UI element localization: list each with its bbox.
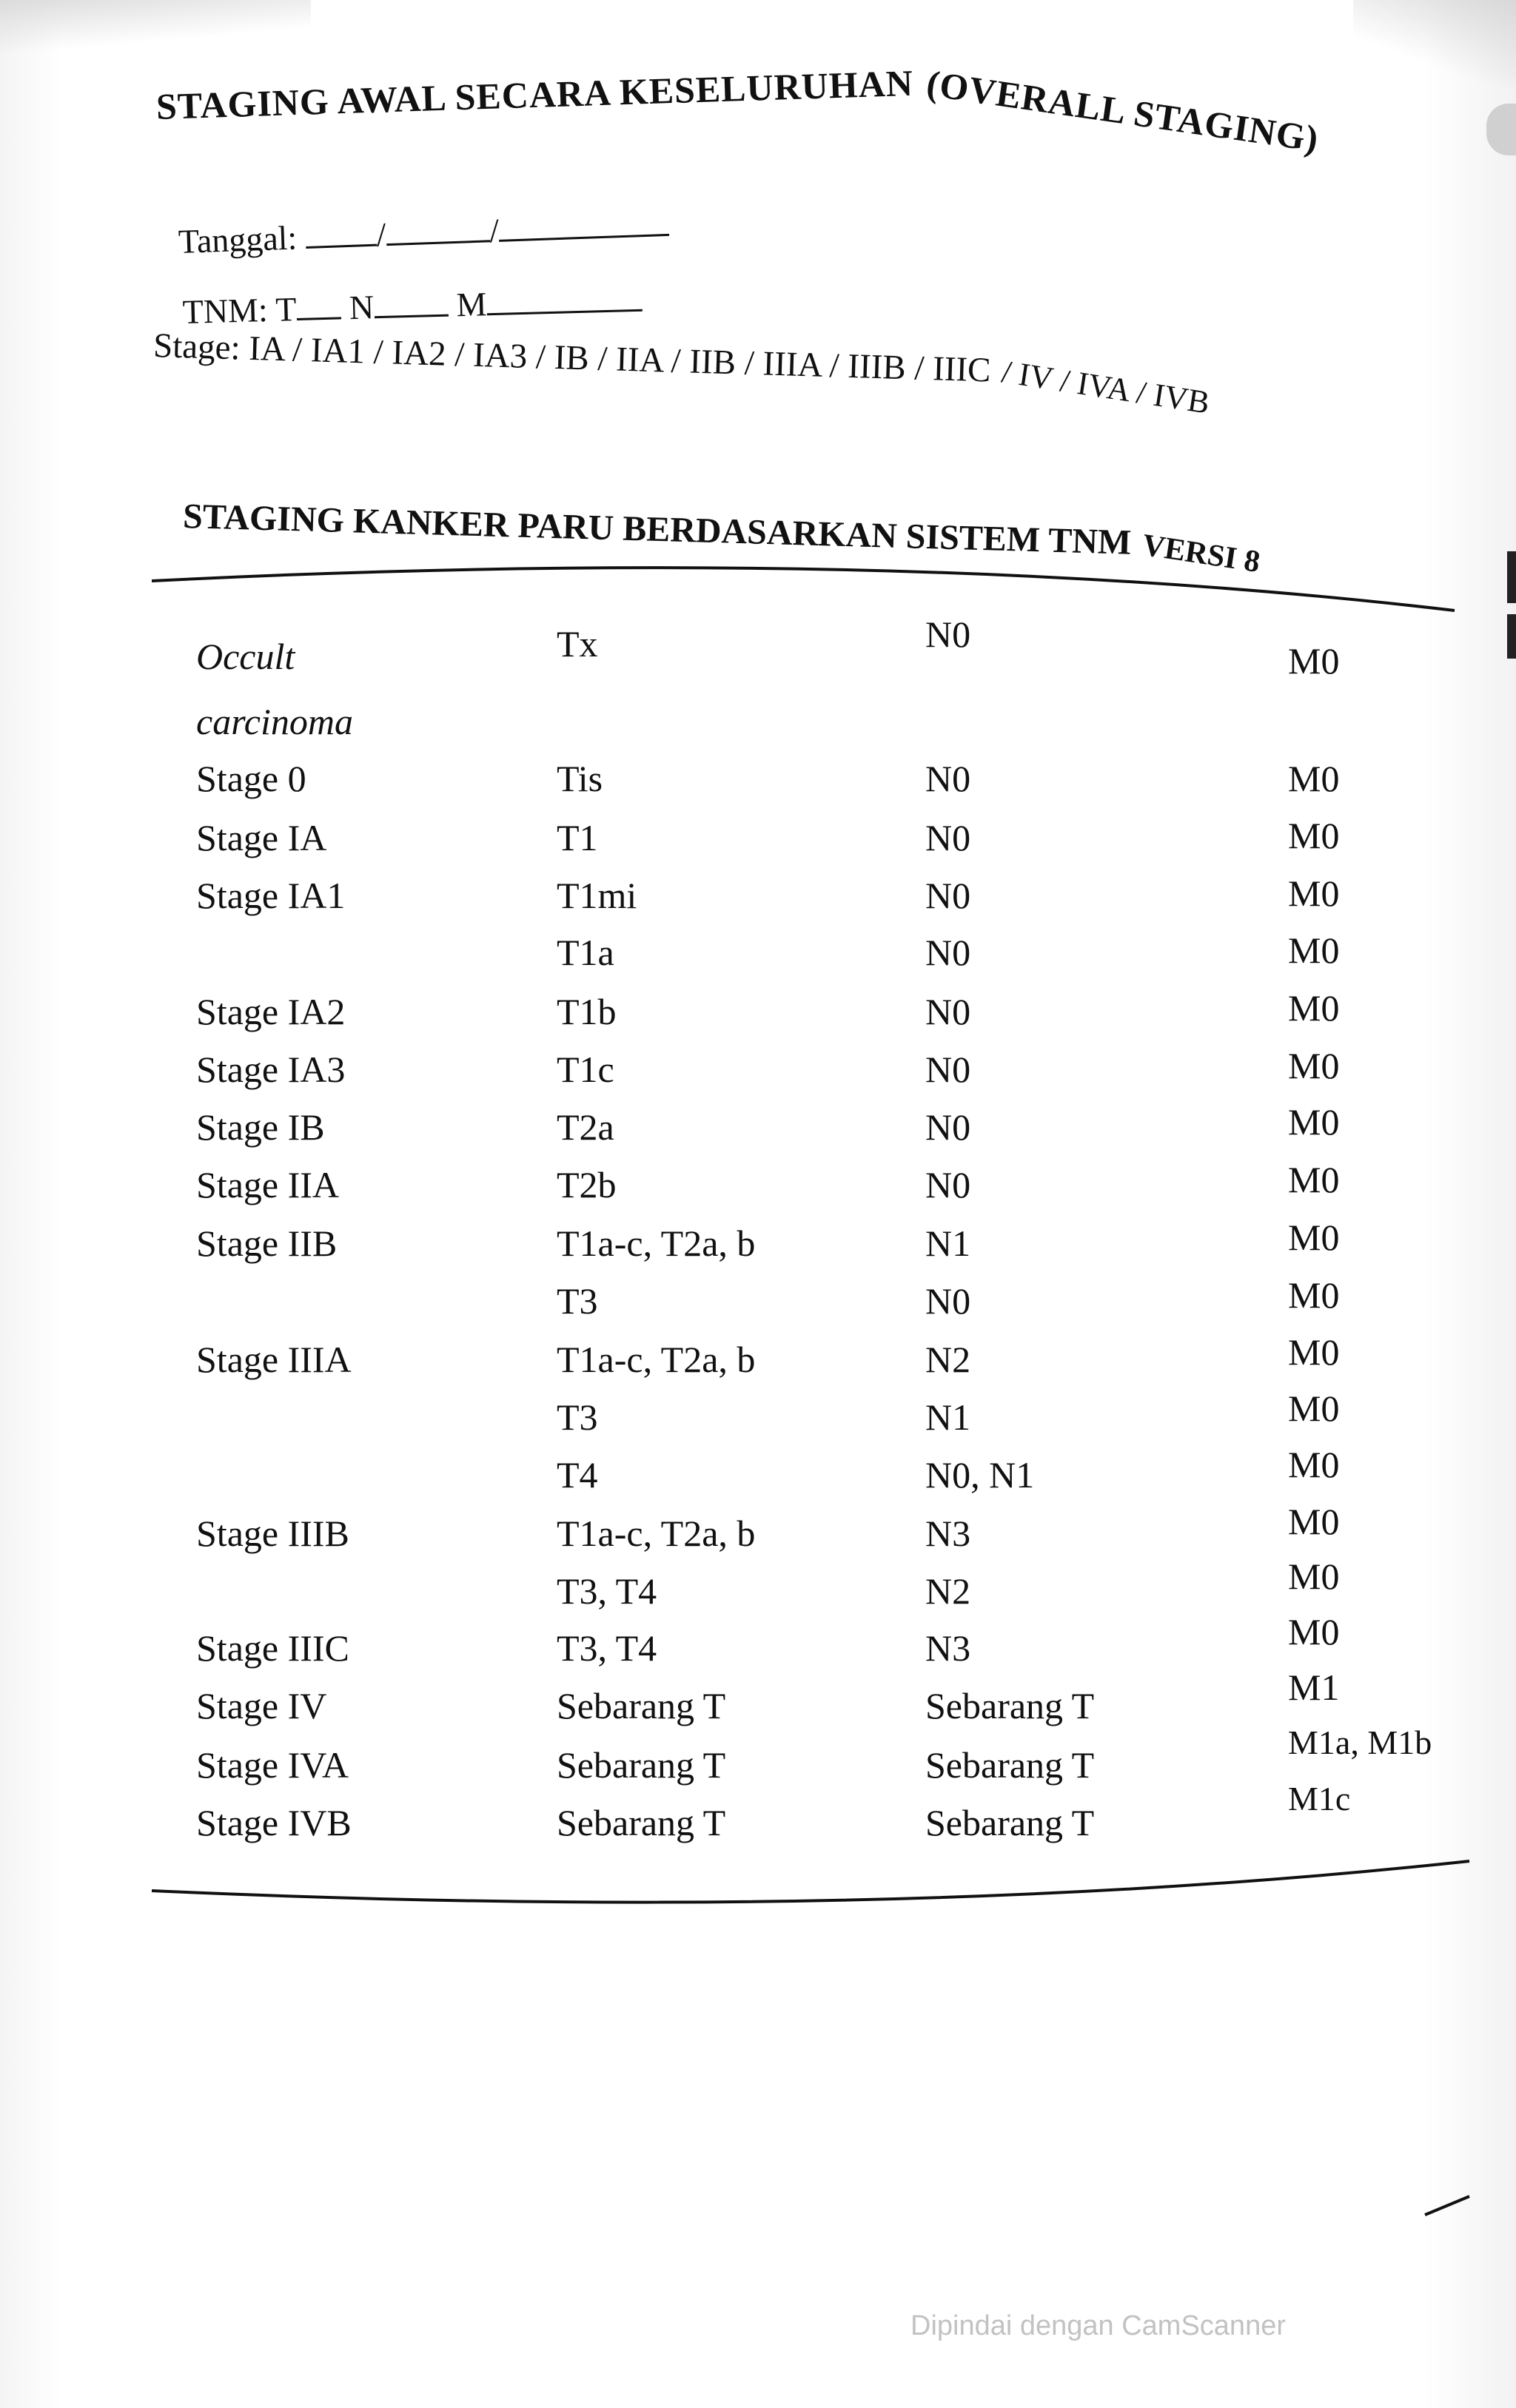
- stage-options-tail: / IV / IVA / IVB: [999, 353, 1212, 421]
- table-cell-n: N2: [925, 1570, 971, 1612]
- date-separator: /: [489, 211, 500, 250]
- table-cell-stage: Stage IB: [196, 1106, 325, 1148]
- table-cell-m: M0: [1288, 1388, 1340, 1429]
- section-title-tail: VERSI 8: [1139, 528, 1262, 580]
- table-cell-m: M0: [1288, 987, 1340, 1029]
- table-cell-n: N0: [925, 1164, 971, 1205]
- table-cell-t: T3, T4: [557, 1570, 657, 1612]
- table-cell-t: T4: [557, 1454, 598, 1496]
- tnm-m-label: M: [455, 285, 488, 324]
- table-cell-t: T3, T4: [557, 1627, 657, 1669]
- table-cell-n: N0: [925, 1106, 971, 1148]
- table-cell-n: N0: [925, 932, 971, 973]
- table-bottom-rule: [152, 1861, 1469, 1903]
- table-cell-m: M0: [1288, 815, 1340, 856]
- table-cell-m: M0: [1288, 1217, 1340, 1258]
- table-cell-t: Tx: [557, 623, 598, 665]
- table-cell-m: M0: [1288, 640, 1340, 682]
- table-cell-m: M0: [1288, 1611, 1340, 1652]
- table-cell-m: M0: [1288, 872, 1340, 914]
- table-cell-stage: Stage IIIC: [196, 1627, 349, 1669]
- table-cell-n: Sebarang T: [925, 1802, 1095, 1843]
- table-cell-n: Sebarang T: [925, 1744, 1095, 1786]
- table-cell-t: Tis: [557, 758, 603, 799]
- table-cell-m: M0: [1288, 1331, 1340, 1373]
- table-cell-n: N0: [925, 991, 971, 1032]
- table-cell-t: Sebarang T: [557, 1802, 726, 1843]
- table-cell-t: T1: [557, 817, 598, 858]
- table-cell-n: N3: [925, 1513, 971, 1554]
- tnm-n-label: N: [349, 288, 375, 327]
- table-cell-t: T2b: [557, 1164, 617, 1205]
- document-title-tail: (OVERALL STAGING): [924, 61, 1322, 160]
- table-cell-m: M0: [1288, 758, 1340, 799]
- table-cell-t: T1b: [557, 991, 617, 1032]
- table-cell-m: M0: [1288, 1444, 1340, 1485]
- stage-label: Stage:: [152, 326, 241, 368]
- camscanner-watermark: Dipindai dengan CamScanner: [910, 2310, 1286, 2341]
- table-cell-t: Sebarang T: [557, 1744, 726, 1786]
- table-cell-n: N1: [925, 1223, 971, 1264]
- stage-options-head: IA / IA1 / IA2 / IA3 / IB / IIA / IIB / IIIA / IIIB / IIIC: [248, 329, 1000, 390]
- table-cell-n: N2: [925, 1339, 971, 1380]
- table-cell-m: M1: [1288, 1667, 1340, 1708]
- table-cell-stage: Stage IA1: [196, 875, 346, 916]
- table-cell-m: M0: [1288, 1045, 1340, 1086]
- table-cell-n: N0: [925, 875, 971, 916]
- table-cell-n: N0: [925, 1280, 971, 1322]
- table-cell-t: T2a: [557, 1106, 614, 1148]
- corner-pen-mark: [1425, 2196, 1469, 2215]
- tnm-t-label: T: [275, 289, 298, 329]
- table-cell-n: N0: [925, 758, 971, 799]
- table-cell-stage: Stage IIA: [196, 1164, 339, 1205]
- table-cell-stage: Stage IIIB: [196, 1513, 349, 1554]
- table-cell-m: M0: [1288, 1501, 1340, 1542]
- table-cell-stage: Stage IVA: [196, 1744, 349, 1786]
- table-cell-t: T1a-c, T2a, b: [557, 1513, 756, 1554]
- table-cell-stage: carcinoma: [196, 701, 353, 742]
- table-cell-m: M0: [1288, 1556, 1340, 1597]
- tnm-label: TNM:: [182, 290, 269, 331]
- table-cell-stage: Stage IV: [196, 1685, 327, 1726]
- table-cell-t: T3: [557, 1280, 598, 1322]
- date-separator: /: [375, 215, 387, 254]
- table-cell-stage: Stage 0: [196, 758, 306, 799]
- table-cell-stage: Stage IA2: [196, 991, 346, 1032]
- table-cell-stage: Stage IA: [196, 817, 327, 858]
- table-cell-m: M1c: [1288, 1780, 1351, 1817]
- table-cell-n: N0: [925, 817, 971, 858]
- table-cell-stage: Stage IA3: [196, 1049, 346, 1090]
- table-cell-m: M0: [1288, 929, 1340, 971]
- table-cell-stage: Stage IIIA: [196, 1339, 352, 1380]
- table-cell-m: M1a, M1b: [1288, 1723, 1432, 1761]
- table-cell-stage: Stage IVB: [196, 1802, 352, 1843]
- table-cell-t: T1a-c, T2a, b: [557, 1223, 756, 1264]
- table-cell-stage: Occult: [196, 636, 295, 677]
- table-cell-n: N0, N1: [925, 1454, 1035, 1496]
- table-cell-stage: Stage IIB: [196, 1223, 338, 1264]
- table-cell-n: N3: [925, 1627, 971, 1669]
- section-title-head: STAGING KANKER PARU BERDASARKAN SISTEM TNM: [182, 496, 1141, 563]
- table-cell-t: T1a: [557, 932, 614, 973]
- document-title-head: STAGING AWAL SECARA KESELURUHAN: [155, 61, 925, 127]
- table-cell-t: T3: [557, 1396, 598, 1438]
- table-cell-m: M0: [1288, 1159, 1340, 1200]
- table-cell-t: T1a-c, T2a, b: [557, 1339, 756, 1380]
- table-cell-t: T1c: [557, 1049, 614, 1090]
- table-cell-n: N0: [925, 1049, 971, 1090]
- table-cell-t: Sebarang T: [557, 1685, 726, 1726]
- table-cell-n: N0: [925, 613, 971, 655]
- date-label: Tanggal:: [178, 218, 298, 260]
- table-cell-m: M0: [1288, 1101, 1340, 1143]
- table-cell-n: Sebarang T: [925, 1685, 1095, 1726]
- table-cell-n: N1: [925, 1396, 971, 1438]
- table-cell-m: M0: [1288, 1274, 1340, 1316]
- table-cell-t: T1mi: [557, 875, 637, 916]
- table-top-rule: [152, 568, 1455, 611]
